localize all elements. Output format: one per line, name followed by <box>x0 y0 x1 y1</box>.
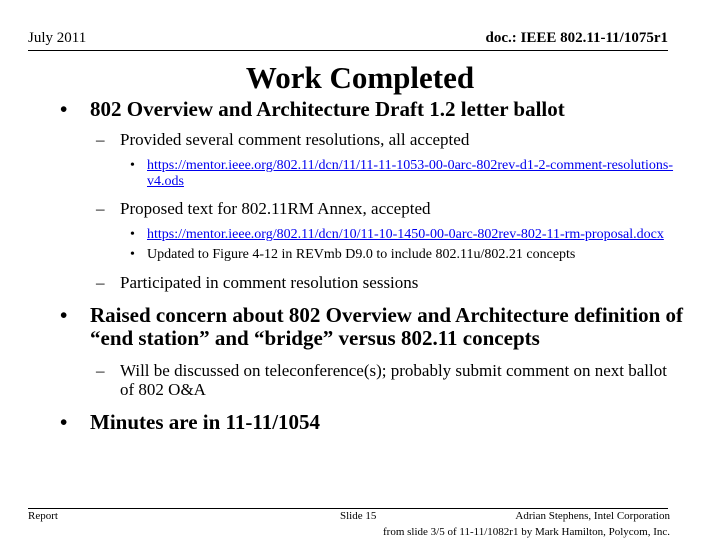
header-doc-id: doc.: IEEE 802.11-11/1075r1 <box>485 30 668 46</box>
sub-bullet-resolutions <box>0 130 720 149</box>
bullet-ballot <box>0 98 720 121</box>
bullet-dot-icon: • <box>130 227 135 242</box>
footer-author: Adrian Stephens, Intel Corporation <box>515 510 670 522</box>
resolutions-link[interactable]: https://mentor.ieee.org/802.11/dcn/11/11-11-1053-00-0arc-802rev-d1-2-comment-resolutions-v4.ods <box>147 158 674 189</box>
bullet-dot-icon: • <box>60 303 68 327</box>
bullet-minutes-text: Minutes are in 11-11/1054 <box>90 410 321 434</box>
sub-bullet-resolutions-text: Provided several comment resolutions, all accepted <box>120 130 470 149</box>
footer-slide-number: Slide 15 <box>340 510 377 522</box>
sub-bullet-proposed-text <box>0 199 720 218</box>
link-item-proposal <box>0 227 720 243</box>
sub-bullet-sessions-text: Participated in comment resolution sessions <box>120 273 419 292</box>
footer-source-note: from slide 3/5 of 11-11/1082r1 by Mark Hamilton, Polycom, Inc. <box>383 526 670 538</box>
proposal-link[interactable]: https://mentor.ieee.org/802.11/dcn/10/11-10-1450-00-0arc-802rev-802-11-rm-proposal.docx <box>147 227 664 242</box>
bullet-dot-icon: • <box>130 158 135 173</box>
dash-icon: – <box>96 361 105 380</box>
link-item-resolutions <box>0 158 720 190</box>
sub-bullet-sessions <box>0 273 720 292</box>
sub-bullet-teleconference <box>0 361 720 399</box>
figure-note-text: Updated to Figure 4-12 in REVmb D9.0 to include 802.11u/802.21 concepts <box>147 247 576 262</box>
slide-title: Work Completed <box>245 60 475 95</box>
sub-bullet-teleconference-text: Will be discussed on teleconference(s); probably submit comment on next ballot of 802 O&A <box>120 361 667 399</box>
dash-icon: – <box>96 199 105 218</box>
slide-body <box>0 98 720 434</box>
header-divider <box>28 50 668 51</box>
bullet-minutes <box>0 411 720 434</box>
dash-icon: – <box>96 273 105 292</box>
note-item-figure <box>0 247 720 263</box>
sub-bullet-proposed-text-text: Proposed text for 802.11RM Annex, accepted <box>120 199 431 218</box>
header-date: July 2011 <box>28 30 87 46</box>
bullet-concern <box>0 304 720 350</box>
footer-report: Report <box>28 510 58 522</box>
dash-icon: – <box>96 130 105 149</box>
bullet-ballot-text: 802 Overview and Architecture Draft 1.2 letter ballot <box>90 97 565 121</box>
bullet-dot-icon: • <box>60 97 68 121</box>
bullet-dot-icon: • <box>60 410 68 434</box>
bullet-concern-text: Raised concern about 802 Overview and Architecture definition of “end station” and “bridge” versus 802.11 concepts <box>90 303 684 350</box>
footer-divider <box>28 508 668 509</box>
bullet-dot-icon: • <box>130 247 135 262</box>
